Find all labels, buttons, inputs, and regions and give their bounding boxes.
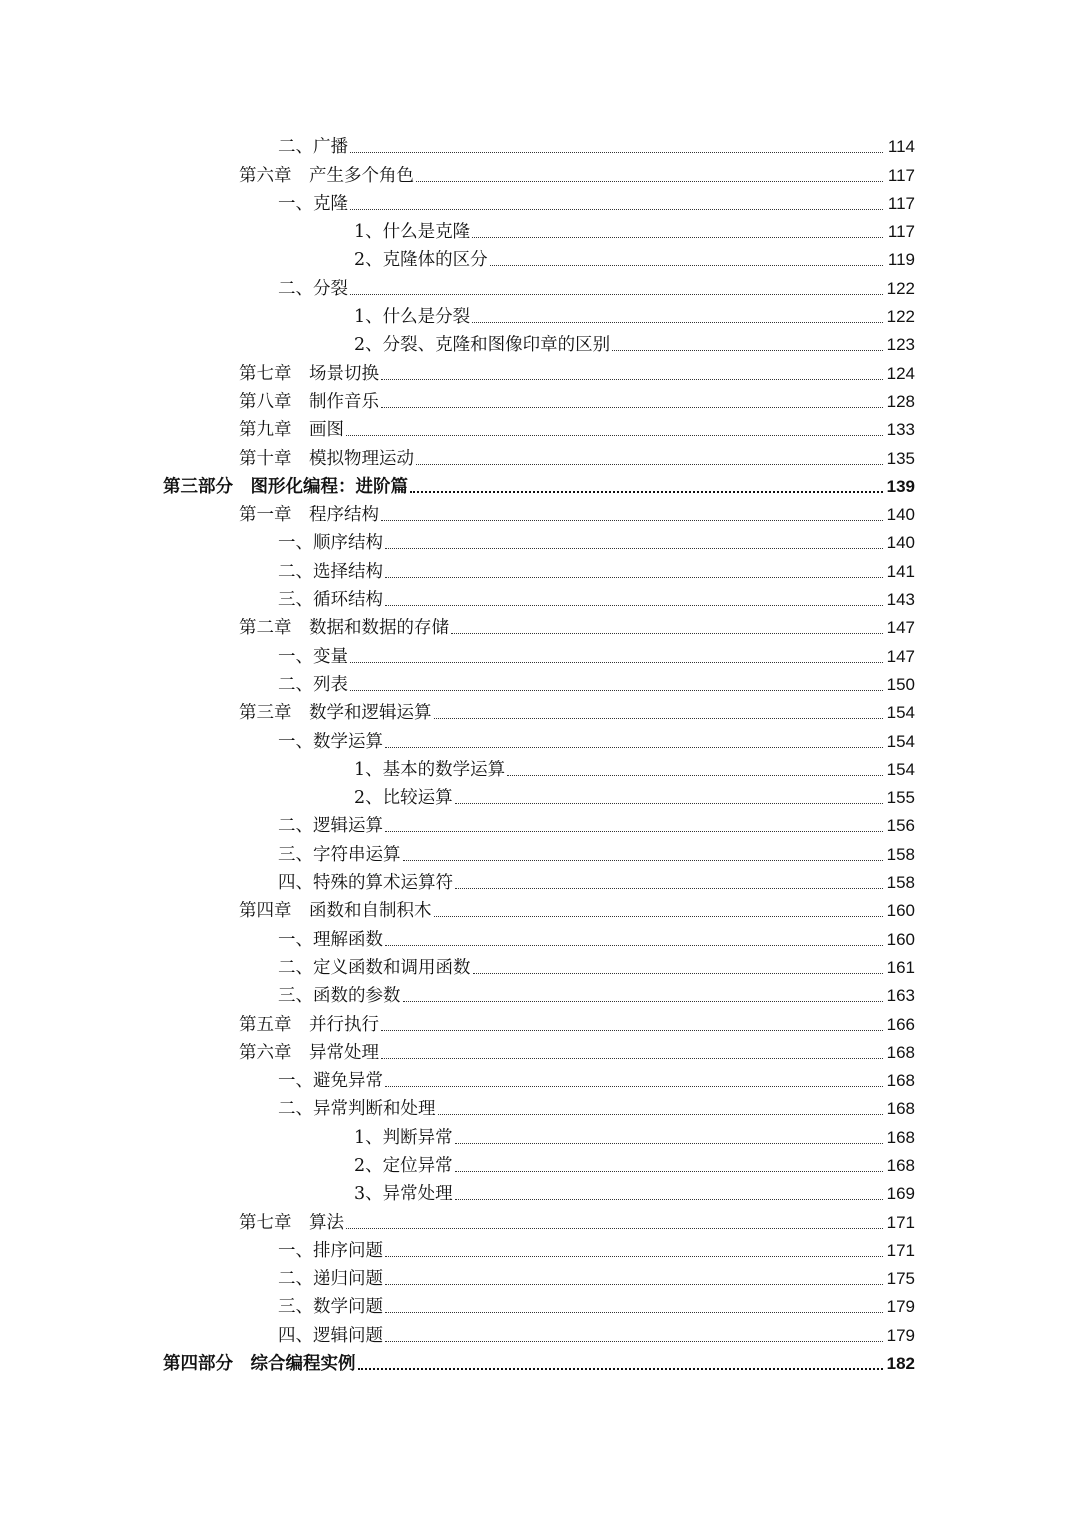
toc-entry-section[interactable]	[0, 1262, 1080, 1290]
toc-entry-title: 第五章 并行执行	[239, 1014, 379, 1035]
dot-leader	[381, 520, 883, 521]
toc-page-number: 158	[886, 844, 915, 864]
toc-entry-title: 一、顺序结构	[278, 533, 383, 554]
toc-entry-chapter[interactable]	[0, 413, 1080, 441]
dot-leader	[472, 237, 883, 238]
toc-page-number: 155	[886, 788, 915, 808]
dot-leader	[455, 888, 883, 889]
toc-entry-title: 第七章 算法	[239, 1212, 344, 1233]
toc-entry-title: 2、定位异常	[354, 1155, 453, 1176]
toc-entry-section[interactable]	[0, 724, 1080, 752]
toc-page-number: 117	[887, 222, 915, 242]
toc-page-number: 160	[886, 901, 915, 921]
toc-entry-title: 第三章 数学和逻辑运算	[239, 703, 432, 724]
toc-entry-title: 第八章 制作音乐	[239, 391, 379, 412]
dot-leader	[385, 747, 883, 748]
toc-entry-section[interactable]	[0, 639, 1080, 667]
dot-leader	[385, 548, 883, 549]
dot-leader	[381, 1058, 883, 1059]
toc-entry-title: 四、逻辑问题	[278, 1325, 383, 1346]
toc-page-number: 168	[886, 1071, 915, 1091]
toc-page-number: 154	[886, 759, 915, 779]
toc-page-number: 117	[887, 193, 915, 213]
toc-page-number: 171	[886, 1240, 915, 1260]
dot-leader	[385, 831, 883, 832]
toc-page-number: 147	[886, 646, 915, 666]
dot-leader	[438, 1114, 884, 1115]
toc-entry-title: 二、列表	[278, 674, 348, 695]
dot-leader	[434, 916, 884, 917]
toc-entry-title: 2、分裂、克隆和图像印章的区别	[354, 335, 611, 356]
toc-entry-section[interactable]	[0, 922, 1080, 950]
toc-entry-sub[interactable]	[0, 1177, 1080, 1205]
toc-page-number: 169	[886, 1184, 915, 1204]
toc-entry-section[interactable]	[0, 1064, 1080, 1092]
toc-entry-chapter[interactable]	[0, 1007, 1080, 1035]
toc-entry-chapter[interactable]	[0, 696, 1080, 724]
dot-leader	[455, 803, 883, 804]
toc-entry-title: 3、异常处理	[354, 1184, 453, 1205]
dot-leader	[385, 1284, 883, 1285]
toc-entry-chapter[interactable]	[0, 498, 1080, 526]
dot-leader	[385, 1341, 883, 1342]
toc-entry-title: 1、判断异常	[354, 1127, 453, 1148]
toc-entry-section[interactable]	[0, 951, 1080, 979]
dot-leader	[434, 718, 884, 719]
toc-page-number: 150	[886, 674, 915, 694]
toc-entry-title: 第九章 画图	[239, 420, 344, 441]
toc-entry-title: 一、避免异常	[278, 1071, 383, 1092]
toc-entry-title: 一、克隆	[278, 193, 348, 214]
toc-entry-sub[interactable]	[0, 328, 1080, 356]
toc-page-number: 133	[886, 420, 915, 440]
dot-leader	[410, 491, 883, 493]
toc-entry-title: 三、循环结构	[278, 590, 383, 611]
toc-entry-title: 第六章 产生多个角色	[239, 165, 414, 186]
toc-page-number: 160	[886, 929, 915, 949]
toc-entry-title: 二、异常判断和处理	[278, 1099, 436, 1120]
toc-entry-title: 三、函数的参数	[278, 986, 401, 1007]
toc-page-number: 114	[887, 137, 915, 157]
toc-entry-title: 二、递归问题	[278, 1269, 383, 1290]
toc-entry-title: 第三部分 图形化编程：进阶篇	[163, 476, 408, 497]
toc-entry-title: 第四章 函数和自制积木	[239, 901, 432, 922]
dot-leader	[385, 605, 883, 606]
toc-entry-title: 二、逻辑运算	[278, 816, 383, 837]
dot-leader	[490, 265, 883, 266]
dot-leader	[385, 1312, 883, 1313]
toc-entry-part[interactable]	[0, 1347, 1080, 1375]
toc-entry-section[interactable]	[0, 526, 1080, 554]
toc-entry-section[interactable]	[0, 187, 1080, 215]
toc-page-number: 156	[886, 816, 915, 836]
dot-leader	[451, 633, 883, 634]
toc-entry-title: 一、排序问题	[278, 1240, 383, 1261]
toc-page-number: 171	[886, 1212, 915, 1232]
toc-entry-title: 2、比较运算	[354, 788, 453, 809]
dot-leader	[350, 152, 883, 153]
toc-entry-section[interactable]	[0, 1092, 1080, 1120]
toc-entry-section[interactable]	[0, 1318, 1080, 1346]
toc-entry-title: 1、什么是克隆	[354, 222, 471, 243]
toc-entry-title: 第一章 程序结构	[239, 505, 379, 526]
dot-leader	[455, 1143, 883, 1144]
table-of-contents	[0, 130, 1080, 1375]
toc-entry-title: 第四部分 综合编程实例	[163, 1354, 356, 1375]
toc-page-number: 175	[886, 1269, 915, 1289]
toc-entry-title: 四、特殊的算术运算符	[278, 873, 453, 894]
dot-leader	[381, 407, 883, 408]
toc-entry-sub[interactable]	[0, 215, 1080, 243]
toc-entry-title: 二、分裂	[278, 278, 348, 299]
toc-entry-section[interactable]	[0, 271, 1080, 299]
toc-entry-section[interactable]	[0, 809, 1080, 837]
toc-page-number: 141	[886, 561, 915, 581]
toc-entry-chapter[interactable]	[0, 894, 1080, 922]
toc-page-number: 140	[886, 533, 915, 553]
toc-page-number: 168	[886, 1127, 915, 1147]
toc-entry-title: 二、广播	[278, 137, 348, 158]
toc-page-number: 179	[886, 1325, 915, 1345]
toc-page-number: 179	[886, 1297, 915, 1317]
toc-page-number: 135	[886, 448, 915, 468]
toc-entry-sub[interactable]	[0, 1120, 1080, 1148]
toc-entry-chapter[interactable]	[0, 611, 1080, 639]
toc-entry-chapter[interactable]	[0, 1205, 1080, 1233]
dot-leader	[350, 294, 883, 295]
dot-leader	[381, 1030, 883, 1031]
toc-page-number: 166	[886, 1014, 915, 1034]
toc-entry-title: 一、变量	[278, 646, 348, 667]
toc-entry-section[interactable]	[0, 668, 1080, 696]
dot-leader	[403, 1001, 884, 1002]
toc-entry-chapter[interactable]	[0, 158, 1080, 186]
toc-page-number: 122	[886, 307, 915, 327]
toc-entry-title: 1、基本的数学运算	[354, 759, 506, 780]
toc-page-number: 182	[886, 1354, 915, 1374]
toc-entry-section[interactable]	[0, 583, 1080, 611]
dot-leader	[385, 1256, 883, 1257]
toc-entry-section[interactable]	[0, 1290, 1080, 1318]
toc-entry-section[interactable]	[0, 1234, 1080, 1262]
dot-leader	[507, 775, 883, 776]
toc-entry-title: 三、数学问题	[278, 1297, 383, 1318]
dot-leader	[346, 435, 883, 436]
dot-leader	[350, 662, 883, 663]
toc-entry-chapter[interactable]	[0, 441, 1080, 469]
dot-leader	[403, 860, 884, 861]
dot-leader	[350, 690, 883, 691]
toc-page-number: 119	[887, 250, 915, 270]
toc-entry-title: 第十章 模拟物理运动	[239, 448, 414, 469]
toc-entry-title: 三、字符串运算	[278, 844, 401, 865]
toc-page-number: 161	[886, 957, 915, 977]
toc-page-number: 147	[886, 618, 915, 638]
toc-entry-title: 一、理解函数	[278, 929, 383, 950]
dot-leader	[612, 350, 883, 351]
toc-entry-section[interactable]	[0, 554, 1080, 582]
toc-entry-title: 第六章 异常处理	[239, 1042, 379, 1063]
dot-leader	[416, 181, 883, 182]
toc-page-number: 128	[886, 391, 915, 411]
dot-leader	[455, 1171, 883, 1172]
toc-page-number: 168	[886, 1099, 915, 1119]
dot-leader	[385, 945, 883, 946]
toc-page-number: 123	[886, 335, 915, 355]
toc-entry-sub[interactable]	[0, 243, 1080, 271]
toc-entry-title: 1、什么是分裂	[354, 307, 471, 328]
toc-page-number: 143	[886, 590, 915, 610]
toc-entry-title: 第七章 场景切换	[239, 363, 379, 384]
dot-leader	[472, 322, 883, 323]
toc-entry-chapter[interactable]	[0, 385, 1080, 413]
toc-entry-title: 一、数学运算	[278, 731, 383, 752]
toc-page-number: 139	[886, 476, 915, 496]
dot-leader	[455, 1199, 883, 1200]
dot-leader	[385, 577, 883, 578]
toc-entry-sub[interactable]	[0, 753, 1080, 781]
toc-page-number: 168	[886, 1042, 915, 1062]
toc-entry-section[interactable]	[0, 979, 1080, 1007]
toc-page-number: 158	[886, 873, 915, 893]
toc-entry-sub[interactable]	[0, 300, 1080, 328]
toc-page-number: 140	[886, 505, 915, 525]
toc-page-number: 124	[886, 363, 915, 383]
toc-entry-chapter[interactable]	[0, 1036, 1080, 1064]
toc-entry-title: 第二章 数据和数据的存储	[239, 618, 449, 639]
dot-leader	[385, 1086, 883, 1087]
toc-page-number: 154	[886, 703, 915, 723]
toc-entry-section[interactable]	[0, 130, 1080, 158]
toc-page-number: 163	[886, 986, 915, 1006]
dot-leader	[381, 379, 883, 380]
toc-entry-title: 二、选择结构	[278, 561, 383, 582]
toc-entry-title: 二、定义函数和调用函数	[278, 957, 471, 978]
toc-entry-title: 2、克隆体的区分	[354, 250, 488, 271]
dot-leader	[346, 1228, 883, 1229]
toc-entry-sub[interactable]	[0, 781, 1080, 809]
toc-page-number: 168	[886, 1155, 915, 1175]
toc-page-number: 154	[886, 731, 915, 751]
toc-page-number: 117	[887, 165, 915, 185]
dot-leader	[416, 464, 883, 465]
dot-leader	[473, 973, 884, 974]
toc-entry-part[interactable]	[0, 470, 1080, 498]
toc-entry-section[interactable]	[0, 837, 1080, 865]
dot-leader	[358, 1368, 884, 1370]
toc-page-number: 122	[886, 278, 915, 298]
toc-entry-chapter[interactable]	[0, 356, 1080, 384]
toc-entry-sub[interactable]	[0, 1149, 1080, 1177]
dot-leader	[350, 209, 883, 210]
toc-entry-section[interactable]	[0, 866, 1080, 894]
